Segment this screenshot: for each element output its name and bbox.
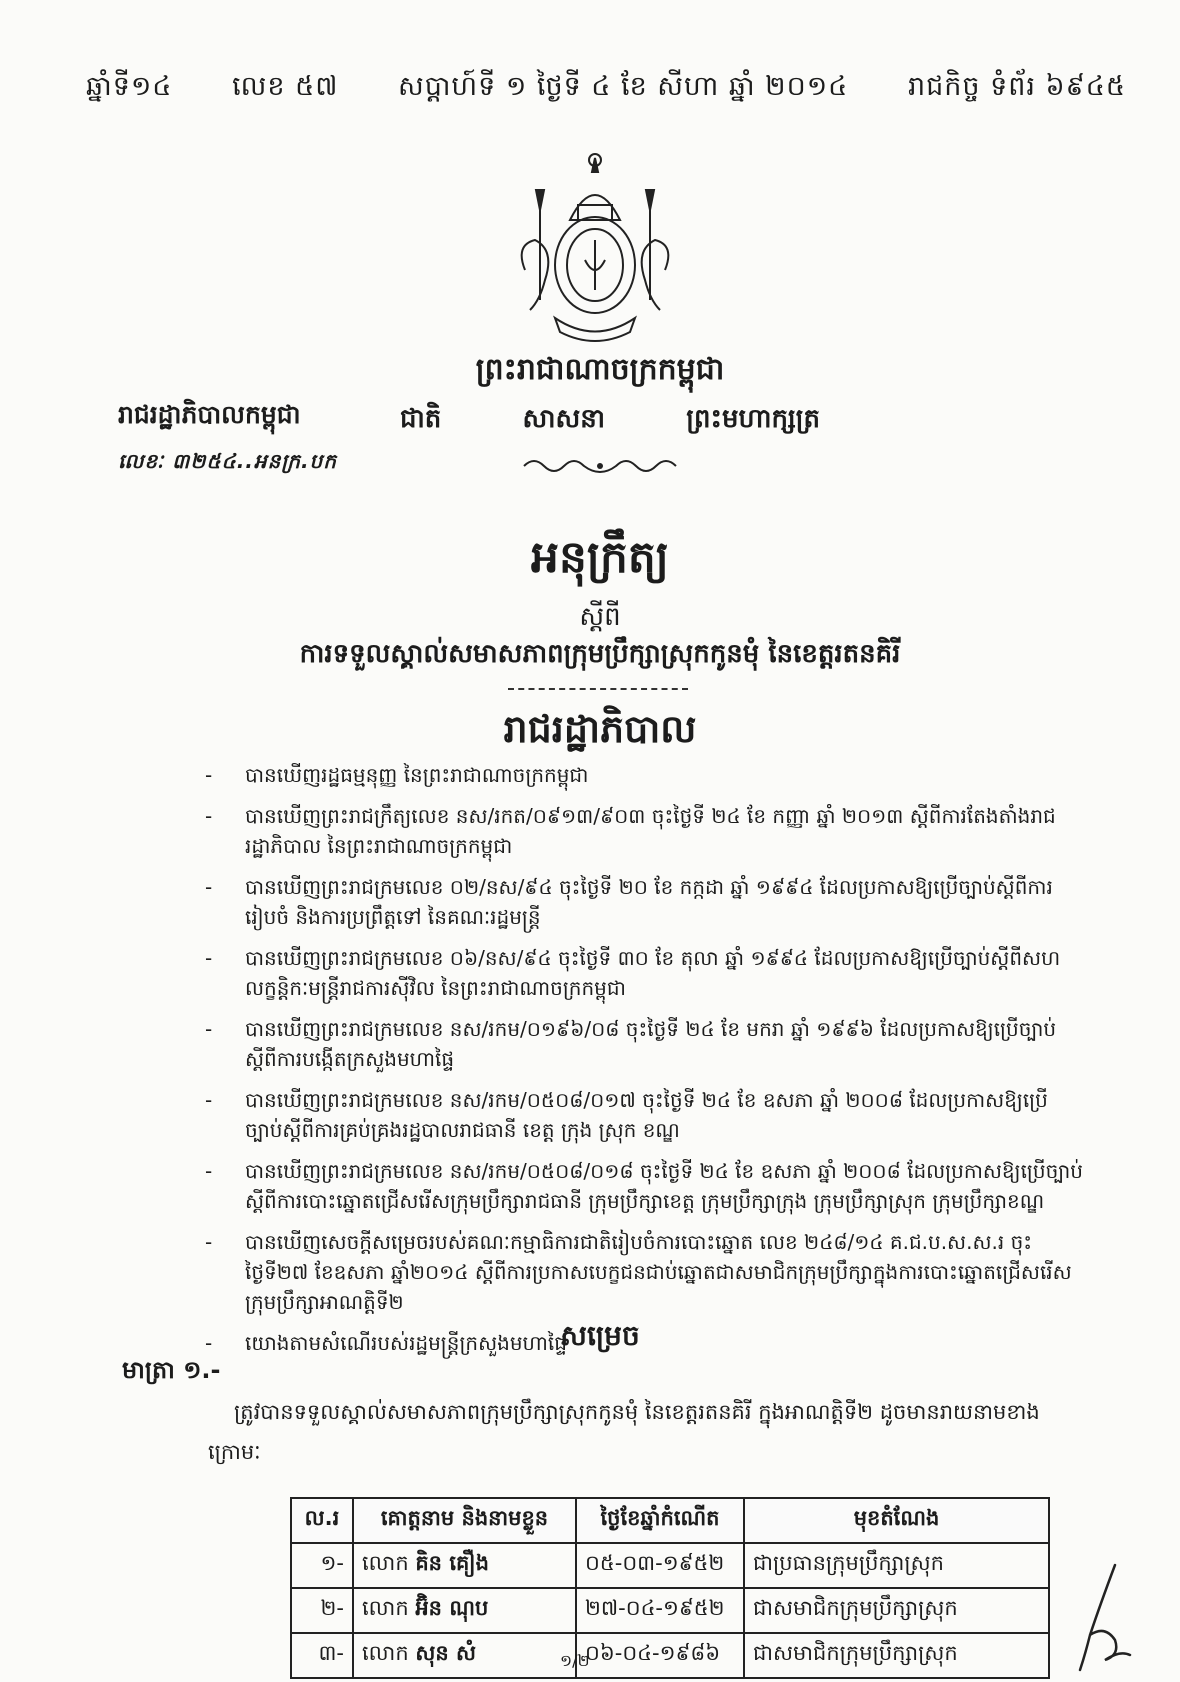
header-gazette-page: រាជកិច្ច ទំព័រ ៦៩៤៥ — [907, 71, 1126, 102]
government-label: រាជរដ្ឋាភិបាលកម្ពុជា — [118, 400, 301, 429]
article-heading: មាត្រា ១.- — [122, 1356, 221, 1384]
row-number: ៣- — [291, 1633, 353, 1678]
kingdom-name: ព្រះរាជាណាចក្រកម្ពុជា — [475, 352, 725, 387]
row-number: ២- — [291, 1588, 353, 1633]
document-subject: ការទទួលស្គាល់សមាសភាពក្រុមប្រឹក្សាស្រុកកូនមុំ នៃខេត្តរតនគិរី — [299, 639, 901, 669]
preamble-item: - បានឃើញព្រះរាជក្រមលេខ នស/រកម/០៥០៨/០១៨ ចុះថ្ងៃទី ២៤ ខែ ឧសភា ឆ្នាំ ២០០៨ ដែលប្រកាសឱ្យប្រើច្បាប់ស្តីពីការបោះឆ្នោតជ្រើសរើសក្រុមប្រឹក្សារាជធានី ក្រុមប្រឹក្សាខេត្ត ក្រុមប្រឹក្សាក្រុង ក្រុមប្រឹក្សាស្រុក ក្រុមប្រឹក្សាខណ្ឌ — [205, 1159, 1083, 1213]
document-type: អនុក្រឹត្យ — [531, 532, 669, 583]
member-dob: ២៧-០៤-១៩៥២ — [576, 1588, 744, 1633]
row-number: ១- — [291, 1543, 353, 1588]
preamble-item: - បានឃើញព្រះរាជក្រមលេខ ០៦/នស/៩៤ ចុះថ្ងៃទី ៣០ ខែ តុលា ឆ្នាំ ១៩៩៤ ដែលប្រកាសឱ្យប្រើច្បាប់ស្តីពីសហលក្ខន្តិកៈមន្ត្រីរាជការស៊ីវិល នៃព្រះរាជាណាចក្រកម្ពុជា — [205, 946, 1061, 1000]
member-position: ជាប្រធានក្រុមប្រឹក្សាស្រុក — [744, 1543, 1049, 1588]
royal-coat-of-arms-icon — [500, 150, 690, 350]
handwritten-initial-icon — [1060, 1555, 1140, 1675]
member-dob: ០៦-០៤-១៩៨៦ — [576, 1633, 744, 1678]
header-week-date: សប្តាហ៍ទី ១ ថ្ងៃទី ៤ ខែ សីហា ឆ្នាំ ២០១៤ — [398, 71, 849, 102]
national-motto — [400, 402, 820, 440]
header-number: លេខ ៥៧ — [232, 71, 339, 102]
members-table — [290, 1497, 1050, 1679]
member-position: ជាសមាជិកក្រុមប្រឹក្សាស្រុក — [744, 1588, 1049, 1633]
article-text: ត្រូវបានទទួលស្គាល់សមាសភាពក្រុមប្រឹក្សាស្រុកកូនមុំ នៃខេត្តរតនគិរី ក្នុងអាណត្តិទី២ ដូចមានរាយនាមខាងក្រោមៈ — [208, 1400, 1040, 1464]
decision-heading: សម្រេច — [560, 1319, 640, 1352]
table-row — [291, 1543, 1049, 1588]
table-header-row — [291, 1498, 1049, 1543]
col-name: គោត្តនាម និងនាមខ្លួន — [353, 1498, 576, 1543]
preamble-list — [205, 760, 1085, 1369]
subject-prefix: ស្តីពី — [579, 602, 621, 632]
page-number: ១/២ — [560, 1651, 590, 1670]
member-dob: ០៥-០៣-១៩៥២ — [576, 1543, 744, 1588]
preamble-item: - បានឃើញព្រះរាជក្រមលេខ នស/រកម/០១៩៦/០៨ ចុះថ្ងៃទី ២៤ ខែ មករា ឆ្នាំ ១៩៩៦ ដែលប្រកាសឱ្យប្រើច្បាប់ស្តីពីការបង្កើតក្រសួងមហាផ្ទៃ — [205, 1017, 1057, 1071]
header-year: ឆ្នាំទី១៤ — [86, 71, 173, 102]
divider — [508, 688, 688, 692]
member-name: លោក អ៊ិន ណុប — [353, 1588, 576, 1633]
col-number: ល.រ — [291, 1498, 353, 1543]
preamble-item: - បានឃើញរដ្ឋធម្មនុញ្ញ នៃព្រះរាជាណាចក្រកម្ពុជា — [205, 763, 589, 787]
ornament-divider-icon — [520, 452, 680, 478]
member-name: លោក គិន គឿង — [353, 1543, 576, 1588]
motto-king: ព្រះមហាក្សត្រ — [686, 404, 820, 434]
table-row — [291, 1588, 1049, 1633]
gazette-header — [86, 70, 1126, 109]
col-dob: ថ្ងៃខែឆ្នាំកំណើត — [576, 1498, 744, 1543]
motto-religion: សាសនា — [522, 404, 606, 434]
preamble-item: - បានឃើញសេចក្តីសម្រេចរបស់គណៈកម្មាធិការជាតិរៀបចំការបោះឆ្នោត លេខ ២៤៨/១៤ គ.ជ.ប.ស.ស.រ ចុះថ្ងៃទី២៧ ខែឧសភា ឆ្នាំ២០១៤ ស្តីពីការប្រកាសបេក្ខជនជាប់ឆ្នោតជាសមាជិកក្រុមប្រឹក្សាក្នុងការបោះឆ្នោតជ្រើសរើសក្រុមប្រឹក្សាអាណត្តិទី២ — [205, 1230, 1072, 1314]
member-name: លោក សុន សំ — [353, 1633, 576, 1678]
member-position: ជាសមាជិកក្រុមប្រឹក្សាស្រុក — [744, 1633, 1049, 1678]
preamble-item: - បានឃើញព្រះរាជក្រមលេខ នស/រកម/០៥០៨/០១៧ ចុះថ្ងៃទី ២៤ ខែ ឧសភា ឆ្នាំ ២០០៨ ដែលប្រកាសឱ្យប្រើច្បាប់ស្តីពីការគ្រប់គ្រងរដ្ឋបាលរាជធានី ខេត្ត ក្រុង ស្រុក ខណ្ឌ — [205, 1088, 1048, 1142]
table-row — [291, 1633, 1049, 1678]
preamble-item: - បានឃើញព្រះរាជក្រឹត្យលេខ នស/រកត/០៩១៣/៩០៣ ចុះថ្ងៃទី ២៤ ខែ កញ្ញា ឆ្នាំ ២០១៣ ស្តីពីការតែងតាំងរាជរដ្ឋាភិបាល នៃព្រះរាជាណាចក្រកម្ពុជា — [205, 804, 1056, 858]
motto-nation: ជាតិ — [400, 404, 442, 434]
col-position: មុខតំណែង — [744, 1498, 1049, 1543]
reference-number: លេខៈ ៣២៥៤..អនក្រ.បក — [118, 449, 337, 473]
issuing-authority: រាជរដ្ឋាភិបាល — [503, 707, 697, 751]
preamble-item: - យោងតាមសំណើរបស់រដ្ឋមន្ត្រីក្រសួងមហាផ្ទៃ — [205, 1331, 567, 1355]
preamble-item: - បានឃើញព្រះរាជក្រមលេខ ០២/នស/៩៤ ចុះថ្ងៃទី ២០ ខែ កក្កដា ឆ្នាំ ១៩៩៤ ដែលប្រកាសឱ្យប្រើច្បាប់ស្តីពីការរៀបចំ និងការប្រព្រឹត្តទៅ នៃគណៈរដ្ឋមន្ត្រី — [205, 875, 1053, 929]
